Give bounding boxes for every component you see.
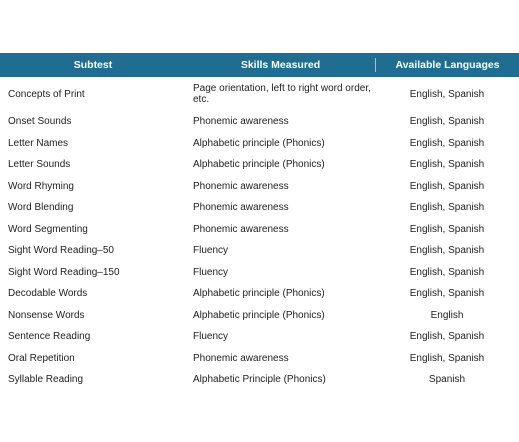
languages-cell: English, Spanish [409,245,485,257]
subtest-cell: Concepts of Print [8,88,85,100]
languages-cell: English, Spanish [409,266,485,278]
languages-cell: English, Spanish [409,223,485,235]
skills-cell: Page orientation, left to right word order, etc. [193,83,371,105]
table-row [0,262,519,284]
skills-cell: Phonemic awareness [193,352,289,364]
skills-cell: Alphabetic principle (Phonics) [193,288,325,300]
subtest-cell: Sentence Reading [8,331,91,343]
table-row [0,240,519,262]
languages-cell: English, Spanish [409,202,485,214]
languages-cell: Spanish [428,374,466,386]
skills-cell: Phonemic awareness [193,116,289,128]
table-row [0,305,519,327]
skills-cell: Fluency [193,245,229,257]
languages-cell: English, Spanish [409,180,485,192]
skills-cell: Alphabetic principle (Phonics) [193,137,325,149]
skills-cell: Fluency [193,331,229,343]
table-row [0,133,519,155]
subtest-cell: Syllable Reading [8,374,84,386]
table-row [0,176,519,198]
subtest-cell: Sight Word Reading–150 [8,266,120,278]
table-row [0,111,519,133]
skills-cell: Phonemic awareness [193,180,289,192]
skills-cell: Alphabetic principle (Phonics) [193,159,325,171]
table-row [0,326,519,348]
languages-cell: English, Spanish [409,352,485,364]
skills-cell: Phonemic awareness [193,223,289,235]
table-row [0,197,519,219]
subtest-cell: Word Rhyming [8,180,74,192]
header-available-languages: Available Languages [395,59,500,71]
subtest-cell: Oral Repetition [8,352,75,364]
languages-cell: English, Spanish [409,288,485,300]
languages-cell: English [430,309,464,321]
header-subtest: Subtest [73,59,113,71]
languages-cell: English, Spanish [409,88,485,100]
skills-cell: Alphabetic principle (Phonics) [193,309,325,321]
languages-cell: English, Spanish [409,331,485,343]
languages-cell: English, Spanish [409,137,485,149]
table-row [0,154,519,176]
skills-cell: Alphabetic Principle (Phonics) [193,374,326,386]
table-row [0,283,519,305]
languages-cell: English, Spanish [409,159,485,171]
subtest-cell: Decodable Words [8,288,88,300]
subtest-cell: Onset Sounds [8,116,72,128]
table-header [0,53,519,77]
subtest-cell: Letter Names [8,137,69,149]
subtest-cell: Letter Sounds [8,159,71,171]
skills-cell: Fluency [193,266,229,278]
subtest-cell: Word Blending [8,202,74,214]
table-body [0,77,519,391]
header-skills-measured: Skills Measured [186,58,376,72]
table-row [0,219,519,241]
languages-cell: English, Spanish [409,116,485,128]
subtest-table [0,53,519,391]
table-row [0,77,519,111]
subtest-cell: Sight Word Reading–50 [8,245,114,257]
subtest-cell: Word Segmenting [8,223,88,235]
table-row [0,348,519,370]
table-row [0,369,519,391]
skills-cell: Phonemic awareness [193,202,289,214]
subtest-cell: Nonsense Words [8,309,85,321]
